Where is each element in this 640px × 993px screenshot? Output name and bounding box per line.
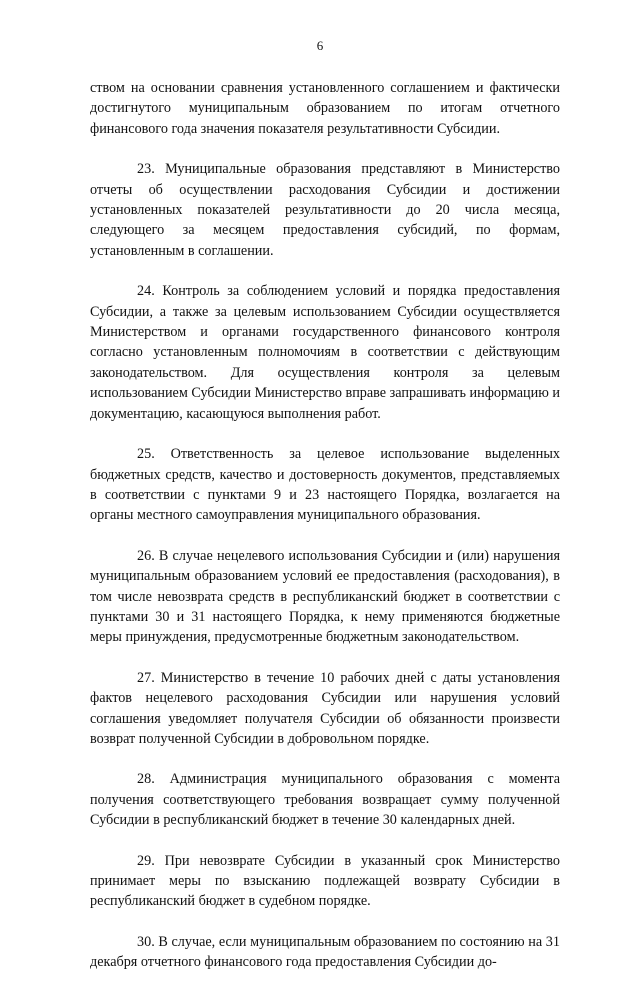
paragraph-24: 24. Контроль за соблюдением условий и порядка предоставления Субсидии, а также за целевым использованием Субсидии осуществляется Министерством и органами государственного финансового контроля согласно установленным полномочиям в соответствии с действующим законодательством. Для осуществления контроля за целевым использованием Субсидии Министерство вправе запрашивать информацию и документацию, касающуюся выполнения работ. [90,283,560,422]
paragraph-29: 29. При невозврате Субсидии в указанный срок Министерство принимает меры по взысканию подлежащей возврату Субсидии в республиканский бюджет в судебном порядке. [90,852,560,910]
paragraph-23: 23. Муниципальные образования представляют в Министерство отчеты об осуществлении расходования Субсидии и достижении установленных показателей результативности до 20 числа месяца, следующего за месяцем предоставления субсидий, по формам, установленным в соглашении. [90,161,560,259]
paragraph-27: 27. Министерство в течение 10 рабочих дней с даты установления фактов нецелевого расходования Субсидии или нарушения условий соглашения уведомляет получателя Субсидии об обязанности произвести возврат полученной Субсидии в добровольном порядке. [90,669,560,747]
paragraph-continuation: ством на основании сравнения установленного соглашением и фактически достигнутого муниципальным образованием по итогам отчетного финансового года значения показателя результативности Субсидии. [90,80,560,137]
document-body [90,78,560,993]
paragraph-28: 28. Администрация муниципального образования с момента получения соответствующего требования возвращает сумму полученной Субсидии в республиканский бюджет в течение 30 календарных дней. [90,771,560,829]
paragraph-25: 25. Ответственность за целевое использование выделенных бюджетных средств, качество и достоверность документов, представляемых в соответствии с пунктами 9 и 23 настоящего Порядка, возлагается на органы местного самоуправления муниципального образования. [90,446,560,524]
paragraph-26: 26. В случае нецелевого использования Субсидии и (или) нарушения муниципальным образованием условий ее предоставления (расходования), в том числе невозврата средств в республиканский бюджет в соответствии с пунктами 30 и 31 настоящего Порядка, к нему применяются бюджетные меры принуждения, предусмотренные бюджетным законодательством. [90,547,560,646]
page-number: 6 [316,38,324,53]
paragraph-30: 30. В случае, если муниципальным образованием по состоянию на 31 декабря отчетного финансового года предоставления Субсидии до- [90,933,560,971]
